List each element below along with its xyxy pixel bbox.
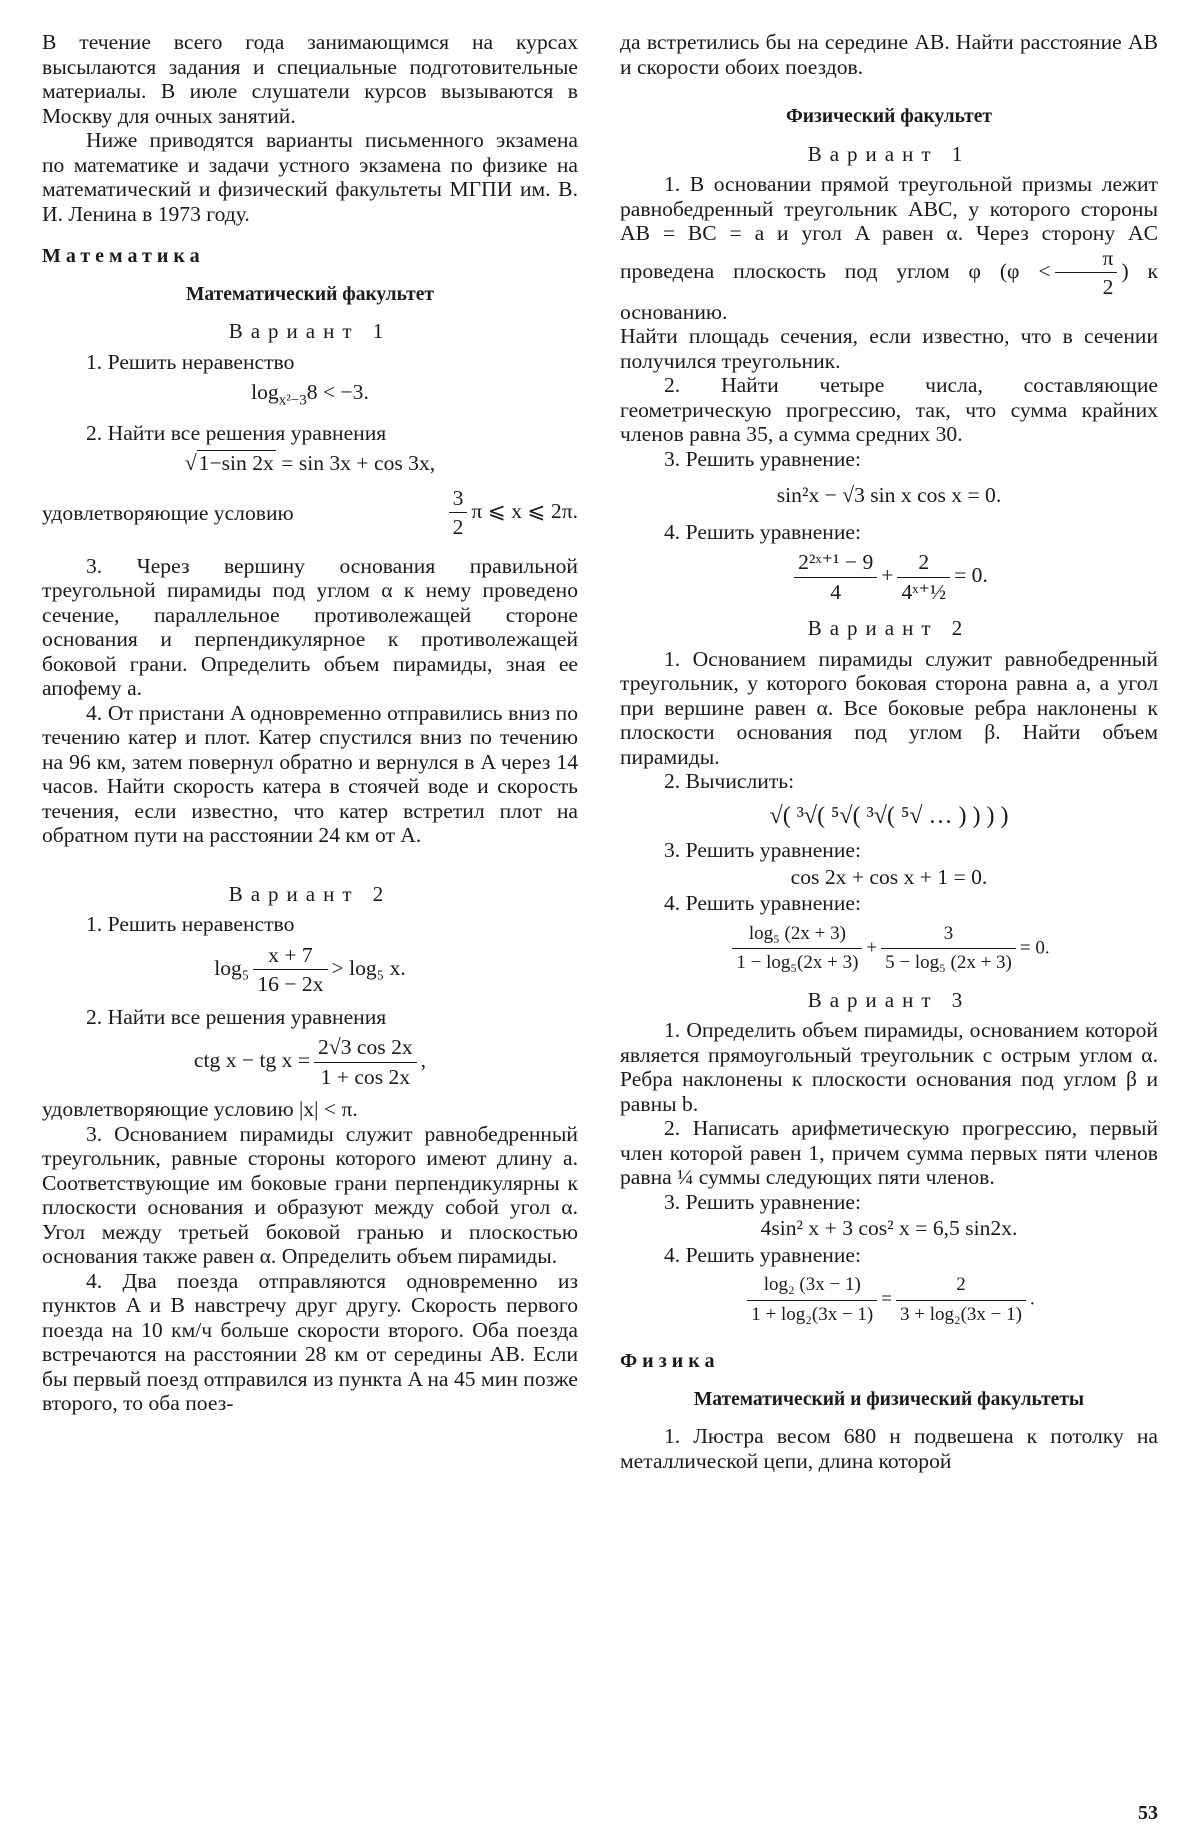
inequality-rest: > log₅ x. [331, 955, 406, 980]
phys-v1-task-3: 3. Решить уравнение: [664, 446, 861, 471]
condition-range [445, 486, 578, 540]
task-text: 1. В основании прямой треугольной призмы лежит равнобедренный треугольник ABC, у которого стороны AB = BC = a и угол A равен α. Через сторону AC проведена плоскость под углом φ [620, 172, 1158, 283]
phys-v1-task-4-formula [620, 550, 1158, 604]
v1-task-3: 3. Через вершину основания правильной треугольной пирамиды под углом α к нему проведено сечение, параллельное противолежащей стороне основания и перпендикулярное к противолежащей боковой грани. Определить объем пирамиды, зная ее апофему a. [42, 553, 578, 701]
log-text: log [251, 380, 279, 404]
fraction-denominator: 5 − log₅ (2x + 3) [885, 952, 1012, 973]
phys-v3-task-4-formula [620, 1273, 1158, 1327]
log-base: x²−3 [278, 392, 307, 409]
right-column [620, 30, 1158, 1473]
phys-v3-task-4: 4. Решить уравнение: [664, 1242, 861, 1267]
fraction-denominator: 16 − 2x [257, 972, 324, 997]
fraction [253, 943, 327, 997]
fraction-numerator: 3 [881, 922, 1016, 950]
variant-1-heading: Вариант 1 [228, 319, 392, 343]
phys-variant-2-heading: Вариант 2 [807, 616, 971, 640]
phys-v2-task-2-formula: √( ³√( ⁵√( ³√( ⁵√ … ) ) ) ) [769, 802, 1009, 829]
fraction [794, 550, 877, 604]
v1-task-1-formula [42, 380, 578, 413]
phys-v2-task-3-formula: cos 2x + cos x + 1 = 0. [790, 864, 988, 889]
paren-close: ) [1121, 258, 1129, 283]
fraction [314, 1035, 417, 1089]
phys-v3-task-3-formula: 4sin² x + 3 cos² x = 6,5 sin2x. [760, 1216, 1018, 1240]
intro-paragraph-1: В течение всего года занимающимся на курсах высылаются задания и специальные подготовительные материалы. В июле слушатели курсов вызываются в Москву для очных занятий. [42, 30, 578, 128]
fraction-denominator: 1 − log₅(2x + 3) [736, 952, 859, 973]
fraction-numerator: 2 [896, 1273, 1026, 1301]
punctuation: . [1029, 1288, 1035, 1310]
phys-variant-3-heading: Вариант 3 [807, 987, 971, 1012]
equals: = 0. [954, 562, 988, 587]
operator: + [866, 936, 878, 958]
phys-v1-task-4: 4. Решить уравнение: [664, 519, 861, 544]
section-heading-math: Математика [42, 245, 205, 267]
phys-v1-task-1 [620, 172, 1158, 324]
phys-v2-task-1: 1. Основанием пирамиды служит равнобедренный треугольник, у которого боковая сторона равна a, а угол при вершине равен α. Все боковые ребра наклонены к плоскости основания под углом β. Найти объем пирамиды. [620, 646, 1158, 769]
equation-rhs: = sin 3x + cos 3x, [281, 451, 436, 476]
continued-text: да встретились бы на середине AB. Найти расстояние AB и скорости обоих поездов. [620, 30, 1158, 79]
task-text-2: к основанию. [620, 258, 1158, 324]
fraction-numerator: 3 [449, 486, 468, 514]
equals: = 0. [1019, 936, 1050, 958]
fraction-numerator: π [1055, 246, 1118, 274]
range-text: π ⩽ x ⩽ 2π. [471, 498, 578, 523]
log-text: log₅ [214, 955, 250, 980]
sqrt-sign: √ [184, 451, 197, 476]
variant-2-heading: Вариант 2 [228, 881, 392, 906]
v2-task-1: 1. Решить неравенство [86, 912, 295, 937]
fraction-denominator: 1 + log₂(3x − 1) [751, 1303, 874, 1325]
phys-v3-task-3: 3. Решить уравнение: [664, 1189, 861, 1214]
fraction-numerator: log₅ (2x + 3) [732, 922, 862, 950]
fraction-numerator: 2 [897, 550, 950, 578]
v1-task-1: 1. Решить неравенство [86, 349, 295, 374]
fraction-numerator: 2√3 cos 2x [314, 1035, 417, 1063]
faculty-heading-physics: Физический факультет [786, 106, 992, 127]
left-column [42, 30, 578, 1416]
v1-task-2-formula [42, 451, 578, 476]
section-heading-physics: Физика [620, 1350, 720, 1372]
fraction-denominator: 2 [452, 515, 464, 540]
fraction [1055, 246, 1118, 300]
v1-task-2-condition [42, 486, 578, 540]
v2-task-2: 2. Найти все решения уравнения [86, 1004, 387, 1029]
phys-v2-task-2: 2. Вычислить: [664, 769, 795, 793]
fraction-denominator: 4ˣ⁺½ [901, 579, 947, 604]
v2-task-2-formula [42, 1035, 578, 1089]
intro-paragraph-2: Ниже приводятся варианты письменного экзамена по математике и задачи устного экзамена по физике на математический и физический факультеты МГПИ им. В. И. Ленина в 1973 году. [42, 128, 578, 226]
v2-task-3: 3. Основанием пирамиды служит равнобедренный треугольник, равные стороны которого имеют длину a. Соответствующие им боковые грани перпендикулярны к плоскости основания и образуют между собой угол α. Угол между третьей боковой гранью и плоскостью основания также равен α. Определить объем пирамиды. [42, 1121, 578, 1269]
fraction [881, 922, 1016, 976]
operator: + [881, 562, 894, 587]
fraction-denominator: 2 [1102, 275, 1114, 299]
condition-text: удовлетворяющие условию [42, 500, 294, 525]
physics-task-1: 1. Люстра весом 680 н подвешена к потолку на металлической цепи, длина которой [620, 1424, 1158, 1473]
page-number: 53 [1138, 1802, 1158, 1824]
faculty-heading-math: Математический факультет [185, 283, 434, 305]
phys-v2-task-3: 3. Решить уравнение: [664, 838, 861, 862]
phys-v1-task-1-cont: Найти площадь сечения, если известно, что в сечении получился треугольник. [620, 324, 1158, 373]
fraction [896, 1273, 1026, 1327]
v1-task-2: 2. Найти все решения уравнения [86, 420, 387, 445]
phys-v1-task-2: 2. Найти четыре числа, составляющие геометрическую прогрессию, так, что сумма крайних членов равна 35, а сумма средних 30. [620, 373, 1158, 446]
fraction [732, 922, 862, 976]
phys-v2-task-4-formula [620, 922, 1158, 976]
phys-v3-task-1: 1. Определить объем пирамиды, основанием которой является прямоугольный треугольник с острым углом α. Ребра наклонены к плоскости основания под углом β и равны b. [620, 1018, 1158, 1116]
fraction-denominator: 4 [830, 579, 842, 604]
fraction-denominator: 1 + cos 2x [320, 1064, 411, 1089]
faculty-heading-both: Математический и физический факультеты [693, 1388, 1085, 1410]
fraction [449, 486, 468, 540]
v2-task-2-condition: удовлетворяющие условию |x| < π. [42, 1097, 358, 1122]
punctuation: , [420, 1048, 427, 1073]
inequality-rest: 8 < −3. [306, 380, 369, 404]
paren-open: (φ < [999, 258, 1051, 283]
fraction-denominator: 3 + log₂(3x − 1) [899, 1303, 1022, 1325]
fraction [897, 550, 950, 604]
equation-lhs: ctg x − tg x = [193, 1048, 311, 1073]
v2-task-1-formula [42, 943, 578, 997]
phys-variant-1-heading: Вариант 1 [807, 141, 971, 166]
sqrt-radicand: 1−sin 2x [198, 451, 274, 476]
fraction-numerator: x + 7 [253, 943, 327, 971]
equals: = [881, 1288, 892, 1310]
fraction-numerator: 2²ˣ⁺¹ − 9 [794, 550, 877, 578]
phys-v2-task-4: 4. Решить уравнение: [664, 891, 861, 915]
phys-v3-task-2: 2. Написать арифметическую прогрессию, первый член которой равен 1, причем сумма первых пяти членов равна ¼ суммы следующих пяти членов. [620, 1116, 1158, 1189]
phys-v1-task-3-formula: sin²x − √3 sin x cos x = 0. [776, 483, 1002, 507]
fraction-numerator: log₂ (3x − 1) [747, 1273, 877, 1301]
fraction [747, 1273, 877, 1327]
v1-task-4: 4. От пристани A одновременно отправились вниз по течению катер и плот. Катер спустился вниз по течению на 96 км, затем повернул обратно и вернулся в A через 14 часов. Найти скорость катера в стоячей воде и скорость течения, если известно, что катер встретил плот на обратном пути на расстоянии 24 км от A. [42, 700, 578, 848]
v2-task-4: 4. Два поезда отправляются одновременно из пунктов A и B навстречу друг другу. Скорость первого поезда на 10 км/ч больше скорости второго. Оба поезда встречаются на расстоянии 28 км от середины AB. Если бы первый поезд отправился из пункта A на 45 мин позже второго, то оба поез- [42, 1268, 578, 1416]
